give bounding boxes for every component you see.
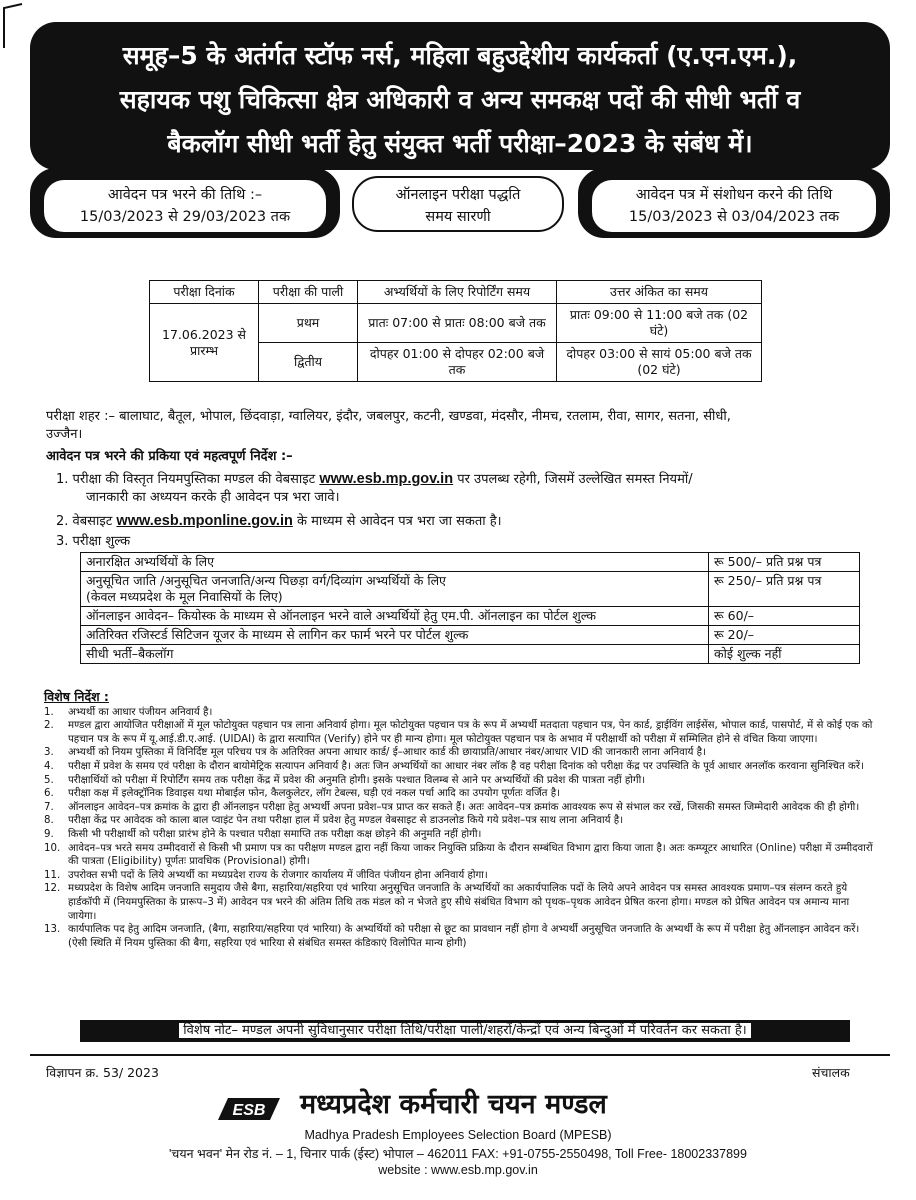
list-item-number: 1. [44,706,54,718]
answer-time-cell: दोपहर 03:00 से सायं 05:00 बजे तक (02 घंटे) [557,343,762,382]
table-row [81,553,860,572]
esb-website-link[interactable]: www.esb.mp.gov.in [319,471,454,487]
schedule-title-line-2: समय सारणी [425,209,491,225]
shift-cell: प्रथम [259,304,358,343]
fee-desc-line-2: (केवल मध्यप्रदेश के मूल निवासियों के लिए) [86,589,283,604]
special-instructions-heading: विशेष निर्देश : [44,689,109,704]
exam-schedule-table [149,280,762,382]
correction-date-pill [578,168,890,238]
list-item-number: 9. [44,828,54,840]
exam-date-cell: 17.06.2023 से प्रारम्भ [150,304,259,382]
exam-cities-line-2: उज्जैन। [46,427,83,442]
correction-date-range: 15/03/2023 से 03/04/2023 तक [628,209,840,225]
list-item [44,801,874,815]
list-item-text: आवेदन–पत्र भरते समय उम्मीदवारों से किसी भी प्रमाण पत्र का परीक्षण मण्डल द्वारा नहीं किया जाकर नियुक्ति प्रक्रिया के दौरान सम्बंधित विभाग द्वारा किया जाता है। अतः कम्प्यूटर आधारित (Online) परीक्षा में उम्मीदवारों की पात्रता (Eligibility) पूर्णतः प्रावधिक (Provisional) होगी। [68,842,873,868]
list-item-number: 8. [44,815,54,827]
list-item [44,842,874,869]
table-row [81,645,860,664]
esb-logo-icon [216,1094,282,1124]
banner-line-1: समूह–5 के अतंर्गत स्टॉफ नर्स, महिला बहुउद्देशीय कार्यकर्ता (ए.एन.एम.), [122,41,798,70]
fee-desc-cell: सीधी भर्ती–बैकलॉग [81,645,709,664]
list-item [44,760,874,774]
fee-amount-cell: रू 500/– प्रति प्रश्न पत्र [709,553,860,572]
advertisement-number: विज्ञापन क्र. 53/ 2023 [46,1065,159,1080]
list-item-text: उपरोक्त सभी पदों के लिये अभ्यर्थी का मध्यप्रदेश राज्य के रोजगार कार्यालय में जीवित पंजीयन होना अनिवार्य होगा। [68,869,488,881]
fee-desc-cell [81,572,709,607]
schedule-title-line-1: ऑनलाइन परीक्षा पद्धति [395,187,521,203]
list-item [44,706,874,720]
table-header: उत्तर अंकित का समय [557,281,762,304]
fee-amount-cell: रू 250/– प्रति प्रश्न पत्र [709,572,860,607]
list-item-text: मण्डल द्वारा आयोजित परीक्षाओं में मूल फोटोयुक्त पहचान पत्र लाना अनिवार्य होगा। मूल फोटोयुक्त पहचान पत्र के रूप में अभ्यर्थी मतदाता पहचान पत्र, पेन कार्ड, ड्राईविंग लाईसेंस, भोपाल कार्ड, पासपोर्ट, में से कोई एक को पहचान पत्र के रूप में यू.आई.डी.ए.आई. (UIDAI) के द्वारा सत्यापित (Verify) होने पर ही मान्य होगा। मूल फोटोयुक्त पहचान पत्र के अभाव में परीक्षार्थी को परीक्षा में सम्मिलित होने से वंचित किया जाएगा। [68,720,873,745]
exam-cities [46,408,886,444]
fee-amount-cell: रू 20/– [709,626,860,645]
reporting-cell: प्रातः 07:00 से प्रातः 08:00 बजे तक [358,304,557,343]
list-item-text: ऑनलाइन आवेदन–पत्र क्रमांक के द्वारा ही ऑनलाइन परीक्षा हेतु अभ्यर्थी अपना प्रवेश–पत्र प्राप्त कर सकते हैं। अतः आवेदन–पत्र क्रमांक आवश्यक रूप से संभाल कर रखें, जिसकी समस्त जिम्मेदारी आवेदक की ही होगी। [68,801,860,813]
fee-amount-cell: रू 60/– [709,607,860,626]
list-item [44,869,874,883]
list-item [44,882,874,923]
table-row [81,607,860,626]
list-item-text: कार्यपालिक पद हेतु आदिम जनजाति, (बैगा, सहारिया/सहरिया एवं भारिया) के अभ्यर्थियों को परीक्षा से छूट का प्रावधान नहीं होगा वे अभ्यर्थी अनुसूचित जनजाति के अभ्यर्थी के रूप में परीक्षा हेतु ऑनलाइन आवेदन करें। (ऐसी स्थिति में नियम पुस्तिका की बैगा, सहरिया एवं भारिया से संबंधित समस्त कंडिकाएं विलोपित मान्य होगी) [68,924,860,949]
process-item-1-pre: 1. परीक्षा की विस्तृत नियमपुस्तिका मण्डल की वेबसाइट [56,472,316,487]
list-item [44,746,874,760]
correction-date-label: आवेदन पत्र में संशोधन करने की तिथि [635,187,833,203]
application-date-label: आवेदन पत्र भरने की तिथि :– [107,187,263,203]
application-date-range: 15/03/2023 से 29/03/2023 तक [79,209,291,225]
banner-line-2: सहायक पशु चिकित्सा क्षेत्र अधिकारी व अन्य समकक्ष पदों की सीधी भर्ती व [119,85,801,114]
table-row [150,304,762,343]
org-website[interactable]: website : www.esb.mp.gov.in [378,1163,538,1177]
list-item-number: 10. [44,842,61,854]
process-item-2-post: के माध्यम से आवेदन पत्र भरा जा सकता है। [297,514,502,529]
list-item-number: 13. [44,924,61,936]
process-item-2 [56,512,876,531]
list-item [44,787,874,801]
org-address: 'चयन भवन' मेन रोड नं. – 1, चिनार पार्क (ईस्ट) भोपाल – 462011 FAX: +91-0755-2550498, Toll Free- 18002337899 [169,1147,747,1161]
fee-desc-cell: अतिरिक्त रजिस्टर्ड सिटिजन यूजर के माध्यम से लागिन कर फार्म भरने पर पोर्टल शुल्क [81,626,709,645]
list-item [44,774,874,788]
application-date-pill [30,168,340,238]
corner-mark [2,2,24,48]
process-heading: आवेदन पत्र भरने की प्रकिया एवं महत्वपूर्ण निर्देश :– [46,449,293,464]
list-item-number: 2. [44,720,54,732]
reporting-cell: दोपहर 01:00 से दोपहर 02:00 बजे तक [358,343,557,382]
table-row [81,572,860,607]
process-item-1-post: पर उपलब्ध रहेगी, जिसमें उल्लेखित समस्त नियमों/ [457,472,693,487]
answer-time-cell: प्रातः 09:00 से 11:00 बजे तक (02 घंटे) [557,304,762,343]
exam-cities-line-1: परीक्षा शहर :– बालाघाट, बैतूल, भोपाल, छिंदवाड़ा, ग्वालियर, इंदौर, जबलपुर, कटनी, खण्डवा, मंदसौर, नीमच, रतलाम, रीवा, सागर, सतना, सीधी, [46,409,731,424]
signatory: संचालक [812,1065,850,1080]
org-name-hindi: मध्यप्रदेश कर्मचारी चयन मण्डल [300,1089,607,1120]
list-item-text: किसी भी परीक्षार्थी को परीक्षा प्रारंभ होने के पश्चात परीक्षा समाप्ति तक परीक्षा कक्ष छोड़ने की अनुमति नहीं होगी। [68,828,482,840]
fee-desc-cell: अनारक्षित अभ्यर्थियों के लिए [81,553,709,572]
list-item-number: 3. [44,747,54,759]
list-item-text: अभ्यर्थी को नियम पुस्तिका में विनिर्दिष्ट मूल परिचय पत्र के अतिरिक्त अपना आधार कार्ड/ ई–आधार कार्ड की छायाप्रति/आधार नंबर/आधार VID की जानकारी लाना अनिवार्य है। [68,747,706,759]
divider [30,1054,890,1056]
table-header: परीक्षा दिनांक [150,281,259,304]
list-item-number: 7. [44,801,54,813]
process-item-3: 3. परीक्षा शुल्क [56,534,131,549]
list-item-text: परीक्षा केंद्र पर आवेदक को काला बाल प्वाइंट पेन तथा परीक्षा हाल में प्रवेश हेतु मण्डल वेबसाइट से डाउनलोड किये गये प्रवेश–पत्र साथ लाना अनिवार्य है। [68,815,624,827]
list-item-number: 11. [44,869,61,881]
table-header: अभ्यर्थियों के लिए रिपोर्टिंग समय [358,281,557,304]
special-note-bar [80,1020,850,1042]
list-item [44,719,874,746]
table-header-row [150,281,762,304]
header-banner [30,22,890,170]
special-instructions [44,690,874,950]
list-item-text: परीक्षार्थियों को परीक्षा में रिपोर्टिंग समय तक परीक्षा केंद्र में प्रवेश की अनुमति होगी। इसके पश्चात विलम्ब से आने पर अभ्यर्थियों की प्रवेश की पात्रता नहीं होगी। [68,774,646,786]
process-item-1 [56,470,876,507]
list-item-text: परीक्षा में प्रवेश के समय एवं परीक्षा के दौरान बायोमेट्रिक सत्यापन अनिवार्य है। अतः जिन अभ्यर्थियों का आधार नंबर लॉक है वह परीक्षा दिनांक को परीक्षा केंद्र पर उपस्थिति के पूर्व आधार अनलॉक करवाना सुनिश्चित करें। [68,760,864,772]
list-item-number: 12. [44,883,61,895]
list-item [44,828,874,842]
fee-amount-cell: कोई शुल्क नहीं [709,645,860,664]
list-item-number: 4. [44,760,54,772]
list-item-text: अभ्यर्थी का आधार पंजीयन अनिवार्य है। [68,706,213,718]
list-item-text: मध्यप्रदेश के विशेष आदिम जनजाति समुदाय जैसे बैगा, सहारिया/सहरिया एवं भारिया अनुसूचित जनजाति के अभ्यर्थियों का अकार्यपालिक पदों के लिये अपने आवेदन पत्र समस्त आवश्यक प्रमाण–पत्र संलग्न करते हुये हार्डकॉपी में (नियमपुस्तिका के प्रारूप–3 में) आवेदन पत्र भरने की अंतिम तिथि तक मंडल को न भेजते हुए सीधे संबंधित विभाग को पृथक–पृथक आवेदन प्रेषित करना होगा। मण्डल को प्रेषित आवेदन पत्र अमान्य माना जायेगा। [68,883,850,922]
mponline-website-link[interactable]: www.esb.mponline.gov.in [116,513,293,529]
process-item-1-line-2: जानकारी का अध्ययन करके ही आवेदन पत्र भरा जावे। [86,490,340,505]
process-item-2-pre: 2. वेबसाइट [56,514,113,529]
list-item-number: 6. [44,788,54,800]
list-item-number: 5. [44,774,54,786]
org-name-english: Madhya Pradesh Employees Selection Board (MPESB) [304,1128,612,1142]
list-item [44,923,874,950]
logo-text: ESB [232,1102,266,1119]
shift-cell: द्वितीय [259,343,358,382]
list-item [44,814,874,828]
table-header: परीक्षा की पाली [259,281,358,304]
fee-desc-line-1: अनुसूचित जाति /अनुसूचित जनजाति/अन्य पिछड़ा वर्ग/दिव्यांग अभ्यर्थियों के लिए [86,573,446,588]
list-item-text: परीक्षा कक्ष में इलेक्ट्रॉनिक डिवाइस यथा मोबाईल फोन, कैलकुलेटर, लॉग टेबल्स, घड़ी एवं नकल पर्चा आदि का उपयोग पूर्णतः वर्जित है। [68,788,560,800]
fee-desc-cell: ऑनलाइन आवेदन– कियोस्क के माध्यम से ऑनलाइन भरने वाले अभ्यर्थियों हेतु एम.पी. ऑनलाइन का पोर्टल शुल्क [81,607,709,626]
table-row [81,626,860,645]
banner-line-3: बैकलॉग सीधी भर्ती हेतु संयुक्त भर्ती परीक्षा–2023 के संबंध में। [167,129,753,158]
special-note-text: विशेष नोट– मण्डल अपनी सुविधानुसार परीक्षा तिथि/परीक्षा पाली/शहरों/केन्द्रों एवं अन्य बिन्दुओं में परिवर्तन कर सकता है। [179,1023,750,1038]
fee-table [80,552,860,664]
schedule-title-pill [352,176,564,232]
